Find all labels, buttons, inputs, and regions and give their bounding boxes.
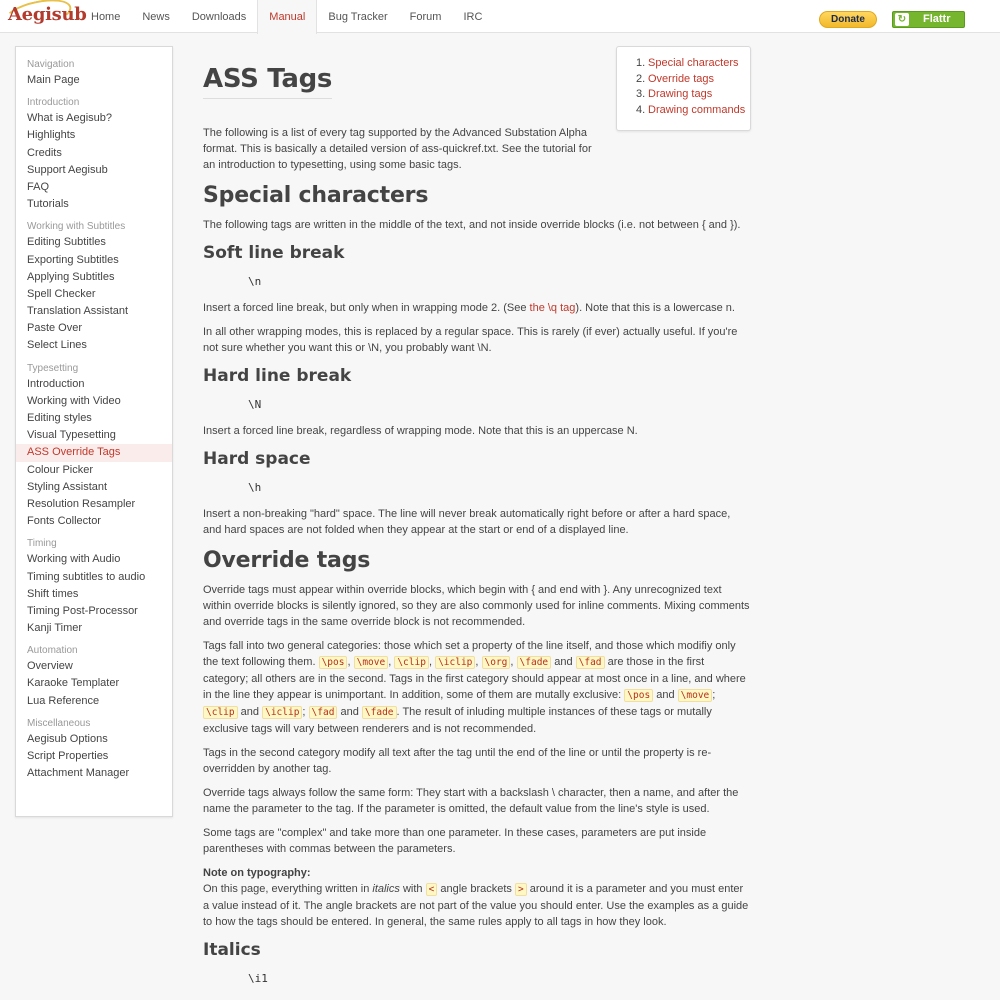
heading-hard-space: Hard space bbox=[203, 449, 311, 469]
sep: ; bbox=[302, 706, 306, 718]
sidebar-section-heading: Miscellaneous bbox=[27, 717, 91, 729]
nav-irc[interactable]: IRC bbox=[463, 11, 483, 23]
nav-news[interactable]: News bbox=[142, 11, 170, 23]
sidebar-item-working-with-audio[interactable]: Working with Audio bbox=[27, 553, 121, 566]
sep: and bbox=[554, 656, 573, 668]
code-move: \move bbox=[678, 689, 713, 702]
text-run: around it is a parameter and you must enter a value instead of it. The angle brackets are not part of the value you should enter. Use the examples as a guide to how the tags should be entered. In general, the same rules apply to all tags in how they look. bbox=[203, 883, 749, 928]
intro-paragraph: The following is a list of every tag supported by the Advanced Substation Alpha format. This is basically a detailed version of ass-quickref.txt. See the tutorial for an introduction to typesetting, using some basic tags. bbox=[203, 127, 592, 171]
code-hard-line-break: \N bbox=[248, 398, 262, 411]
sidebar-item-applying-subtitles[interactable]: Applying Subtitles bbox=[27, 270, 115, 283]
nav-bug-tracker[interactable]: Bug Tracker bbox=[328, 11, 388, 23]
override-intro: Override tags must appear within override blocks, which begin with { and end with }. Any unrecognized text within override blocks is silently ignored, so they are also commonly used for inline comments. Mixing comments and override tags in the same override block is not recommended. bbox=[203, 584, 750, 628]
sep: , bbox=[347, 656, 351, 668]
italic-word: italics bbox=[372, 883, 400, 895]
toc-link[interactable]: Special characters bbox=[648, 57, 739, 69]
code-clip: \clip bbox=[203, 706, 238, 719]
sidebar-item-overview[interactable]: Overview bbox=[27, 660, 73, 673]
code-pos: \pos bbox=[624, 689, 653, 702]
code-iclip: \iclip bbox=[435, 656, 475, 669]
donate-button[interactable]: Donate bbox=[819, 11, 877, 28]
nav-downloads[interactable]: Downloads bbox=[191, 11, 247, 23]
toc-number: 2. bbox=[636, 72, 646, 85]
code-fad: \fad bbox=[309, 706, 338, 719]
sidebar-item-select-lines[interactable]: Select Lines bbox=[27, 339, 87, 352]
sidebar-item-highlights[interactable]: Highlights bbox=[27, 129, 76, 142]
sep: and bbox=[656, 689, 675, 701]
page-title: ASS Tags bbox=[203, 64, 332, 99]
toc-link[interactable]: Drawing tags bbox=[648, 88, 713, 100]
sidebar-item-attachment-manager[interactable]: Attachment Manager bbox=[27, 767, 130, 780]
heading-special-characters: Special characters bbox=[203, 183, 429, 208]
heading-italics: Italics bbox=[203, 940, 261, 960]
heading-override-tags: Override tags bbox=[203, 548, 371, 573]
sidebar-item-fonts-collector[interactable]: Fonts Collector bbox=[27, 515, 101, 528]
code-lt: < bbox=[426, 883, 438, 896]
text-run: angle brackets bbox=[440, 883, 512, 895]
flattr-icon: ↻ bbox=[895, 13, 909, 26]
override-categories bbox=[203, 638, 751, 737]
site-logo[interactable]: Aegisub bbox=[8, 4, 87, 25]
sidebar-item-shift-times[interactable]: Shift times bbox=[27, 587, 79, 600]
sidebar-item-timing-post-processor[interactable]: Timing Post-Processor bbox=[27, 604, 138, 617]
toc-number: 4. bbox=[636, 103, 646, 116]
hard-line-break-desc: Insert a forced line break, regardless of wrapping mode. Note that this is an uppercase N. bbox=[203, 425, 638, 437]
sidebar-item-lua-reference[interactable]: Lua Reference bbox=[27, 694, 100, 707]
sidebar-item-timing-subtitles-to-audio[interactable]: Timing subtitles to audio bbox=[27, 570, 146, 583]
nav-forum[interactable]: Forum bbox=[409, 11, 442, 23]
note-label: Note on typography: bbox=[203, 867, 311, 879]
sidebar-item-tutorials[interactable]: Tutorials bbox=[27, 198, 69, 211]
sidebar-item-editing-styles[interactable]: Editing styles bbox=[27, 412, 92, 424]
sidebar-item-translation-assistant[interactable]: Translation Assistant bbox=[27, 305, 129, 318]
code-fade: \fade bbox=[517, 656, 552, 669]
sidebar bbox=[15, 46, 173, 817]
sidebar-item-colour-picker[interactable]: Colour Picker bbox=[27, 463, 94, 476]
code-gt: > bbox=[515, 883, 527, 896]
toc-number: 3. bbox=[636, 88, 646, 100]
text-run: Tags fall into two general categories: those which set a property of the line itself, and those which modifiy only the text following them. bbox=[203, 640, 736, 668]
sidebar-item-karaoke-templater[interactable]: Karaoke Templater bbox=[27, 677, 120, 690]
sidebar-item-spell-checker[interactable]: Spell Checker bbox=[27, 287, 96, 300]
code-move: \move bbox=[354, 656, 389, 669]
sidebar-item-support-aegisub[interactable]: Support Aegisub bbox=[27, 163, 108, 176]
main-content bbox=[203, 46, 751, 997]
sep: , bbox=[388, 656, 392, 668]
code-org: \org bbox=[482, 656, 511, 669]
q-tag-link[interactable]: the \q tag bbox=[529, 302, 576, 314]
main-nav bbox=[80, 0, 493, 33]
code-clip: \clip bbox=[394, 656, 429, 669]
heading-soft-line-break: Soft line break bbox=[203, 243, 345, 263]
text-run: . The result of inluding multiple instances of these tags or mutally exclusive tags will vary between renderers and is not recommended. bbox=[203, 706, 712, 735]
sidebar-section bbox=[16, 644, 172, 710]
sidebar-section bbox=[16, 717, 172, 783]
sidebar-section bbox=[16, 537, 172, 637]
sidebar-item-working-with-video[interactable]: Working with Video bbox=[27, 394, 121, 407]
toc-number: 1. bbox=[636, 57, 646, 69]
sep: , bbox=[428, 656, 432, 668]
code-soft-line-break: \n bbox=[248, 275, 262, 288]
text-run: are those in the first category; all others are in the second. Tags in the first category should appear at most once in a line, and where in the line they appear is unimportant. In addition, some of them are mutally exclusive: bbox=[203, 656, 746, 701]
sep: and bbox=[340, 706, 359, 718]
override-complex: Some tags are "complex" and take more than one parameter. In these cases, parameters are put inside parentheses with commas between the parameters. bbox=[203, 827, 707, 855]
flattr-label: Flattr bbox=[923, 13, 951, 25]
sidebar-item-script-properties[interactable]: Script Properties bbox=[27, 750, 109, 762]
sep: and bbox=[240, 706, 260, 718]
code-italics: \i1 bbox=[248, 972, 268, 985]
sidebar-section-heading: Automation bbox=[27, 645, 78, 657]
text-run: Insert a forced line break, but only when in wrapping mode 2. (See bbox=[203, 302, 530, 314]
text-run: On this page, everything written in bbox=[203, 883, 370, 895]
code-hard-space: \h bbox=[248, 481, 262, 494]
heading-hard-line-break: Hard line break bbox=[203, 366, 352, 386]
top-bar bbox=[0, 0, 1000, 33]
code-fade: \fade bbox=[362, 706, 397, 719]
text-run: ). Note that this is a lowercase n. bbox=[575, 302, 735, 314]
sidebar-section-heading: Introduction bbox=[27, 97, 80, 109]
sidebar-item-main-page[interactable]: Main Page bbox=[27, 74, 80, 86]
hard-space-desc: Insert a non-breaking "hard" space. The line will never break automatically right before or after a hard space, and hard spaces are not folded when they appear at the start or end of a displayed line. bbox=[203, 508, 731, 536]
sidebar-item-resolution-resampler[interactable]: Resolution Resampler bbox=[27, 497, 136, 510]
nav-manual[interactable]: Manual bbox=[257, 0, 317, 34]
sidebar-item-paste-over[interactable]: Paste Over bbox=[27, 322, 83, 335]
code-pos: \pos bbox=[319, 656, 348, 669]
sidebar-section bbox=[16, 96, 172, 213]
sidebar-item-credits[interactable]: Credits bbox=[27, 146, 62, 159]
sidebar-section bbox=[16, 220, 172, 354]
sidebar-item-styling-assistant[interactable]: Styling Assistant bbox=[27, 480, 108, 493]
sidebar-section-heading: Timing bbox=[27, 538, 57, 550]
sidebar-section-heading: Navigation bbox=[27, 59, 75, 70]
toc-link[interactable]: Override tags bbox=[648, 72, 715, 85]
sidebar-section bbox=[16, 58, 172, 89]
sidebar-item-aegisub-options[interactable]: Aegisub Options bbox=[27, 732, 108, 745]
code-fad: \fad bbox=[576, 656, 605, 669]
sidebar-item-editing-subtitles[interactable]: Editing Subtitles bbox=[27, 236, 106, 249]
override-form: Override tags always follow the same form: They start with a backslash \ character, then a name, and after the name the parameter to the tag. If the parameter is omitted, the default value from the line's style is used. bbox=[203, 787, 739, 815]
soft-line-break-note: In all other wrapping modes, this is replaced by a regular space. This is rarely (if ever) actually useful. If you're not sure whether you want this or \N, you probably want \N. bbox=[203, 326, 738, 354]
soft-line-break-desc bbox=[203, 300, 751, 316]
sidebar-section-heading: Working with Subtitles bbox=[27, 221, 126, 233]
text-run: with bbox=[402, 883, 423, 895]
sidebar-item-what-is-aegisub[interactable]: What is Aegisub? bbox=[27, 112, 112, 125]
sep: , bbox=[510, 656, 514, 668]
toc-link[interactable]: Drawing commands bbox=[648, 103, 746, 116]
typography-note bbox=[203, 865, 751, 930]
sidebar-item-exporting-subtitles[interactable]: Exporting Subtitles bbox=[27, 253, 119, 266]
special-intro: The following tags are written in the middle of the text, and not inside override blocks (i.e. not between { and }). bbox=[203, 219, 741, 231]
sidebar-item-faq[interactable]: FAQ bbox=[27, 180, 50, 193]
override-second-category: Tags in the second category modify all text after the tag until the end of the line or until the property is re-overridden by another tag. bbox=[203, 747, 712, 775]
sidebar-item-kanji-timer[interactable]: Kanji Timer bbox=[27, 622, 83, 635]
nav-home[interactable]: Home bbox=[91, 11, 121, 23]
code-iclip: \iclip bbox=[262, 706, 302, 719]
flattr-button[interactable] bbox=[892, 11, 965, 28]
sep: , bbox=[475, 656, 479, 668]
sep: ; bbox=[712, 689, 716, 701]
sidebar-item-visual-typesetting[interactable]: Visual Typesetting bbox=[27, 429, 116, 442]
sidebar-item-ass-override-tags[interactable]: ASS Override Tags bbox=[16, 444, 172, 461]
sidebar-section bbox=[16, 362, 172, 531]
sidebar-section-heading: Typesetting bbox=[27, 362, 79, 374]
sidebar-item-introduction[interactable]: Introduction bbox=[27, 377, 85, 390]
